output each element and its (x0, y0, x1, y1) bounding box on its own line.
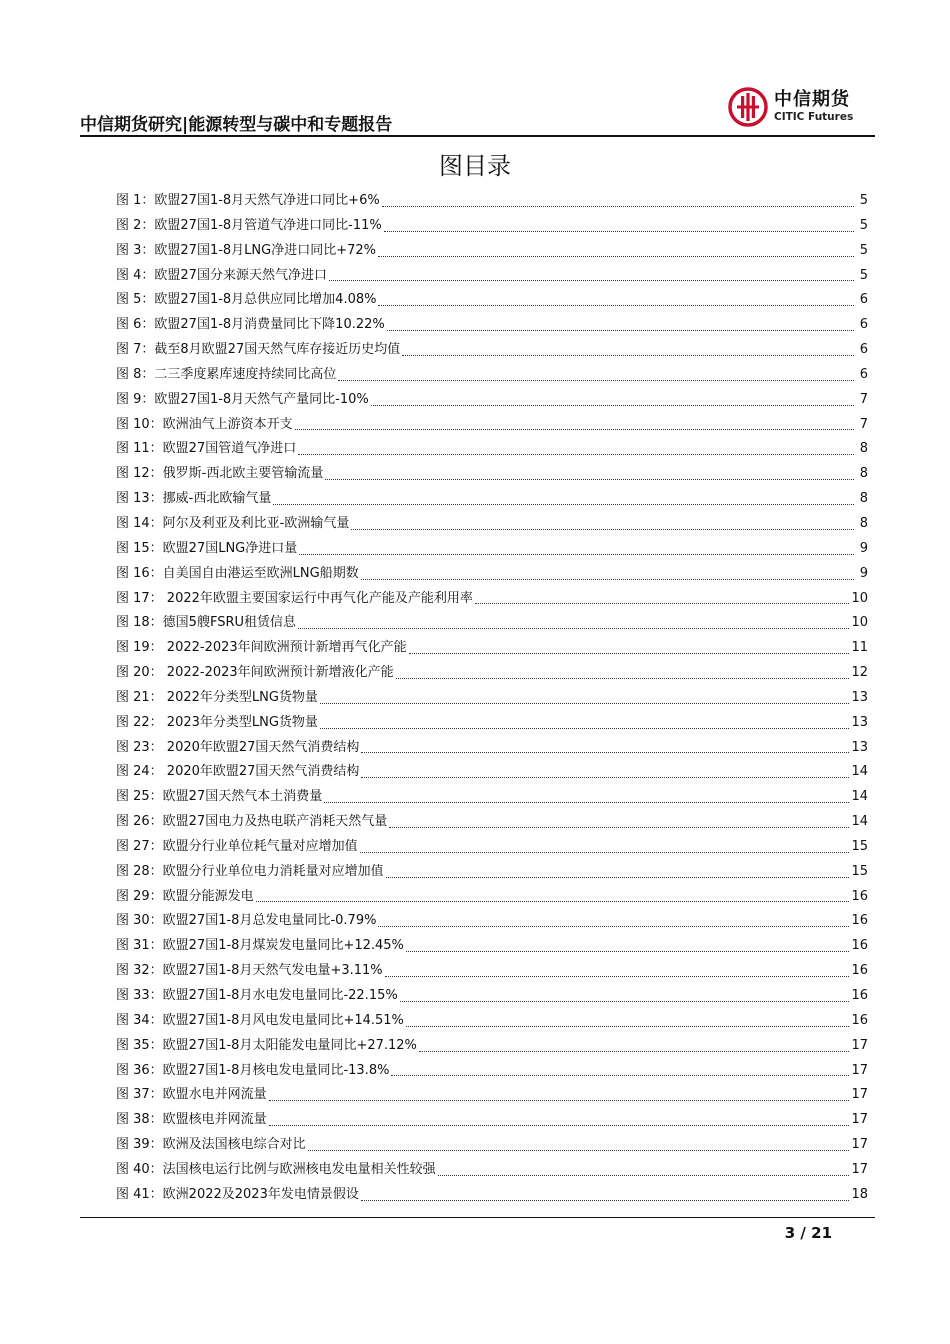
toc-dot-leader (386, 876, 850, 878)
toc-entry-page: 8 (859, 515, 868, 531)
toc-entry-label[interactable]: 图 39：欧洲及法国核电综合对比 (116, 1137, 306, 1153)
toc-entry-label[interactable]: 图 27：欧盟分行业单位耗气量对应增加值 (116, 838, 358, 854)
toc-entry-page: 16 (851, 988, 868, 1003)
toc-dot-leader (295, 428, 854, 430)
toc-entry[interactable] (116, 810, 868, 835)
toc-entry-page: 16 (851, 913, 868, 929)
toc-entry[interactable] (116, 1183, 868, 1208)
toc-entry[interactable] (116, 611, 868, 636)
toc-entry-label[interactable]: 图 17： 2022年欧盟主要国家运行中再气化产能及产能利用率 (116, 590, 473, 606)
toc-entry-page: 5 (859, 267, 868, 283)
toc-dot-leader (308, 1149, 850, 1151)
toc-entry-page: 13 (851, 739, 868, 755)
toc-entry[interactable] (116, 934, 868, 959)
toc-dot-leader (329, 279, 854, 281)
toc-entry-page: 17 (851, 1161, 868, 1177)
toc-entry-page: 9 (859, 540, 868, 556)
toc-dot-leader (338, 379, 854, 381)
toc-dot-leader (361, 776, 849, 778)
toc-entry-page: 13 (851, 689, 868, 705)
toc-entry-page: 15 (851, 838, 868, 854)
toc-entry-page: 6 (859, 366, 868, 382)
toc-dot-leader (269, 1099, 850, 1101)
toc-dot-leader (389, 826, 849, 828)
toc-entry-label[interactable]: 图 20： 2022-2023年间欧洲预计新增液化产能 (116, 665, 394, 681)
toc-entry[interactable] (116, 338, 868, 363)
toc-entry-page: 7 (859, 416, 868, 432)
toc-dot-leader (382, 205, 854, 207)
toc-entry-page: 6 (859, 342, 868, 358)
toc-entry-page: 10 (851, 590, 868, 606)
toc-dot-leader (361, 578, 854, 580)
toc-dot-leader (385, 975, 850, 977)
toc-entry[interactable] (116, 214, 868, 239)
toc-dot-leader (406, 950, 850, 952)
toc-dot-leader (325, 478, 854, 480)
toc-dot-leader (320, 702, 850, 704)
toc-entry-label[interactable]: 图 36：欧盟27国1-8月核电发电量同比-13.8% (116, 1062, 390, 1078)
toc-entry[interactable] (116, 413, 868, 438)
toc-dot-leader (400, 1000, 850, 1002)
toc-entry-page: 5 (859, 193, 868, 208)
toc-entry-page: 16 (851, 938, 868, 954)
toc-dot-leader (378, 304, 854, 306)
toc-entry-label[interactable]: 图 30：欧盟27国1-8月总发电量同比-0.79% (116, 913, 377, 929)
toc-entry-page: 16 (851, 1012, 868, 1028)
toc-entry-page: 17 (851, 1062, 868, 1078)
toc-entry-label[interactable]: 图 15：欧盟27国LNG净进口量 (116, 540, 298, 556)
toc-entry-page: 5 (859, 242, 868, 258)
toc-entry[interactable] (116, 1034, 868, 1059)
toc-entry[interactable] (116, 1133, 868, 1158)
toc-entry-page: 10 (851, 615, 868, 631)
toc-entry[interactable] (116, 288, 868, 313)
toc-entry[interactable] (116, 1158, 868, 1183)
toc-dot-leader (396, 677, 850, 679)
toc-entry[interactable] (116, 1009, 868, 1034)
toc-entry-label[interactable]: 图 21： 2022年分类型LNG货物量 (116, 689, 318, 705)
toc-entry-label[interactable]: 图 40：法国核电运行比例与欧洲核电发电量相关性较强 (116, 1161, 436, 1177)
toc-entry-page: 17 (851, 1037, 868, 1053)
toc-dot-leader (360, 851, 850, 853)
toc-entry-label[interactable]: 图 12：俄罗斯-西北欧主要管输流量 (116, 466, 324, 482)
toc-entry-page: 6 (859, 292, 868, 308)
toc-entry-label[interactable]: 图 7：截至8月欧盟27国天然气库存接近历史均值 (116, 342, 401, 358)
toc-entry[interactable] (116, 189, 868, 214)
toc-entry[interactable] (116, 363, 868, 388)
toc-entry-label[interactable]: 图 6：欧盟27国1-8月消费量同比下降10.22% (116, 317, 385, 333)
toc-entry[interactable] (116, 388, 868, 413)
toc-entry[interactable] (116, 562, 868, 587)
toc-dot-leader (256, 900, 850, 902)
toc-entry[interactable] (116, 1059, 868, 1084)
toc-entry[interactable] (116, 736, 868, 761)
toc-entry-page: 17 (851, 1137, 868, 1153)
toc-entry-page: 14 (851, 789, 868, 805)
toc-entry[interactable] (116, 487, 868, 512)
toc-dot-leader (475, 602, 850, 604)
toc-entry-label[interactable]: 图 4：欧盟27国分来源天然气净进口 (116, 267, 327, 283)
toc-entry-page: 14 (851, 814, 868, 830)
toc-dot-leader (361, 751, 849, 753)
toc-entry[interactable] (116, 860, 868, 885)
toc-dot-leader (298, 453, 854, 455)
toc-entry-page: 18 (851, 1186, 868, 1202)
toc-entry-label[interactable]: 图 1：欧盟27国1-8月天然气净进口同比+6% (116, 193, 380, 208)
toc-entry-label[interactable]: 图 41：欧洲2022及2023年发电情景假设 (116, 1186, 359, 1202)
toc-entry-label[interactable]: 图 24： 2020年欧盟27国天然气消费结构 (116, 764, 360, 780)
toc-entry-label[interactable]: 图 32：欧盟27国1-8月天然气发电量+3.11% (116, 963, 383, 979)
logo-english-name: CITIC Futures (774, 111, 854, 123)
toc-entry-page: 12 (851, 665, 868, 681)
toc-entry-label[interactable]: 图 2：欧盟27国1-8月管道气净进口同比-11% (116, 217, 382, 233)
toc-entry-page: 14 (851, 764, 868, 780)
toc-entry-label[interactable]: 图 19： 2022-2023年间欧洲预计新增再气化产能 (116, 640, 407, 656)
toc-entry[interactable] (116, 885, 868, 910)
toc-entry-page: 8 (859, 491, 868, 507)
logo-chinese-name: 中信期货 (774, 89, 850, 110)
toc-entry-page: 7 (859, 391, 868, 407)
report-header-title: 中信期货研究|能源转型与碳中和专题报告 (80, 115, 393, 135)
toc-entry-page: 16 (851, 888, 868, 904)
header-divider (80, 135, 875, 137)
toc-dot-leader (351, 528, 854, 530)
toc-dot-leader (384, 230, 854, 232)
toc-entry[interactable] (116, 785, 868, 810)
toc-dot-leader (298, 627, 849, 629)
toc-dot-leader (409, 652, 850, 654)
toc-entry-label[interactable]: 图 8：二三季度累库速度持续同比高位 (116, 366, 337, 382)
toc-entry-label[interactable]: 图 22： 2023年分类型LNG货物量 (116, 714, 318, 730)
toc-dot-leader (371, 404, 854, 406)
toc-entry[interactable] (116, 686, 868, 711)
toc-dot-leader (419, 1050, 850, 1052)
toc-entry-page: 6 (859, 317, 868, 333)
toc-entry[interactable] (116, 587, 868, 612)
toc-entry[interactable] (116, 984, 868, 1009)
toc-entry-label[interactable]: 图 9：欧盟27国1-8月天然气产量同比-10% (116, 391, 369, 407)
toc-entry-label[interactable]: 图 38：欧盟核电并网流量 (116, 1112, 267, 1128)
toc-entry-label[interactable]: 图 16：自美国自由港运至欧洲LNG船期数 (116, 565, 359, 581)
toc-entry[interactable] (116, 909, 868, 934)
toc-entry-page: 5 (859, 217, 868, 233)
toc-entry[interactable] (116, 835, 868, 860)
toc-entry[interactable] (116, 512, 868, 537)
toc-entry-page: 8 (859, 441, 868, 457)
citic-futures-logo (728, 86, 868, 128)
citic-logo-icon (728, 87, 768, 127)
toc-entry-label[interactable]: 图 25：欧盟27国天然气本土消费量 (116, 789, 323, 805)
toc-entry-page: 11 (851, 640, 868, 656)
toc-entry[interactable] (116, 264, 868, 289)
toc-entry[interactable] (116, 313, 868, 338)
toc-entry-label[interactable]: 图 3：欧盟27国1-8月LNG净进口同比+72% (116, 242, 377, 258)
toc-dot-leader (273, 503, 854, 505)
toc-entry[interactable] (116, 636, 868, 661)
toc-dot-leader (378, 255, 854, 257)
toc-entry[interactable] (116, 462, 868, 487)
toc-dot-leader (299, 553, 854, 555)
page-indicator: 3 / 21 (784, 1224, 832, 1242)
toc-entry-label[interactable]: 图 26：欧盟27国电力及热电联产消耗天然气量 (116, 814, 388, 830)
toc-entry-label[interactable]: 图 23： 2020年欧盟27国天然气消费结构 (116, 739, 360, 755)
toc-entry-label[interactable]: 图 34：欧盟27国1-8月风电发电量同比+14.51% (116, 1012, 404, 1028)
toc-dot-leader (391, 1074, 849, 1076)
toc-entry-label[interactable]: 图 28：欧盟分行业单位电力消耗量对应增加值 (116, 863, 384, 879)
toc-entry[interactable] (116, 959, 868, 984)
toc-entry[interactable] (116, 437, 868, 462)
toc-dot-leader (320, 727, 850, 729)
toc-entry-page: 9 (859, 565, 868, 581)
toc-dot-leader (269, 1124, 850, 1126)
toc-entry-label[interactable]: 图 31：欧盟27国1-8月煤炭发电量同比+12.45% (116, 938, 404, 954)
toc-entry[interactable] (116, 239, 868, 264)
toc-dot-leader (438, 1174, 850, 1176)
toc-entry-label[interactable]: 图 13：挪威-西北欧输气量 (116, 491, 272, 507)
toc-entry-label[interactable]: 图 35：欧盟27国1-8月太阳能发电量同比+27.12% (116, 1037, 417, 1053)
toc-entry-label[interactable]: 图 10：欧洲油气上游资本开支 (116, 416, 293, 432)
toc-dot-leader (402, 354, 854, 356)
toc-entry[interactable] (116, 661, 868, 686)
toc-dot-leader (387, 329, 854, 331)
toc-dot-leader (361, 1199, 850, 1201)
toc-entry-label[interactable]: 图 11：欧盟27国管道气净进口 (116, 441, 297, 457)
toc-dot-leader (378, 925, 849, 927)
toc-entry-label[interactable]: 图 37：欧盟水电并网流量 (116, 1087, 267, 1103)
toc-entry-label[interactable]: 图 5：欧盟27国1-8月总供应同比增加4.08% (116, 292, 377, 308)
toc-title: 图目录 (439, 152, 511, 180)
toc-entry-page: 17 (851, 1112, 868, 1128)
toc-dot-leader (406, 1025, 850, 1027)
toc-entry-label[interactable]: 图 18：德国5艘FSRU租赁信息 (116, 615, 296, 631)
toc-entry-label[interactable]: 图 14：阿尔及利亚及利比亚-欧洲输气量 (116, 515, 350, 531)
toc-entry[interactable] (116, 760, 868, 785)
toc-entry[interactable] (116, 1083, 868, 1108)
toc-entry-label[interactable]: 图 29：欧盟分能源发电 (116, 888, 254, 904)
toc-entry-page: 13 (851, 714, 868, 730)
toc-entry-page: 8 (859, 466, 868, 482)
toc-entry-label[interactable]: 图 33：欧盟27国1-8月水电发电量同比-22.15% (116, 988, 398, 1003)
toc-entry-page: 15 (851, 863, 868, 879)
toc-entry[interactable] (116, 537, 868, 562)
toc-dot-leader (324, 801, 849, 803)
toc-entry[interactable] (116, 711, 868, 736)
toc-entry-page: 16 (851, 963, 868, 979)
toc-entry-page: 17 (851, 1087, 868, 1103)
toc-entry[interactable] (116, 1108, 868, 1133)
footer-divider (80, 1217, 875, 1218)
figure-toc-list (116, 189, 868, 1208)
